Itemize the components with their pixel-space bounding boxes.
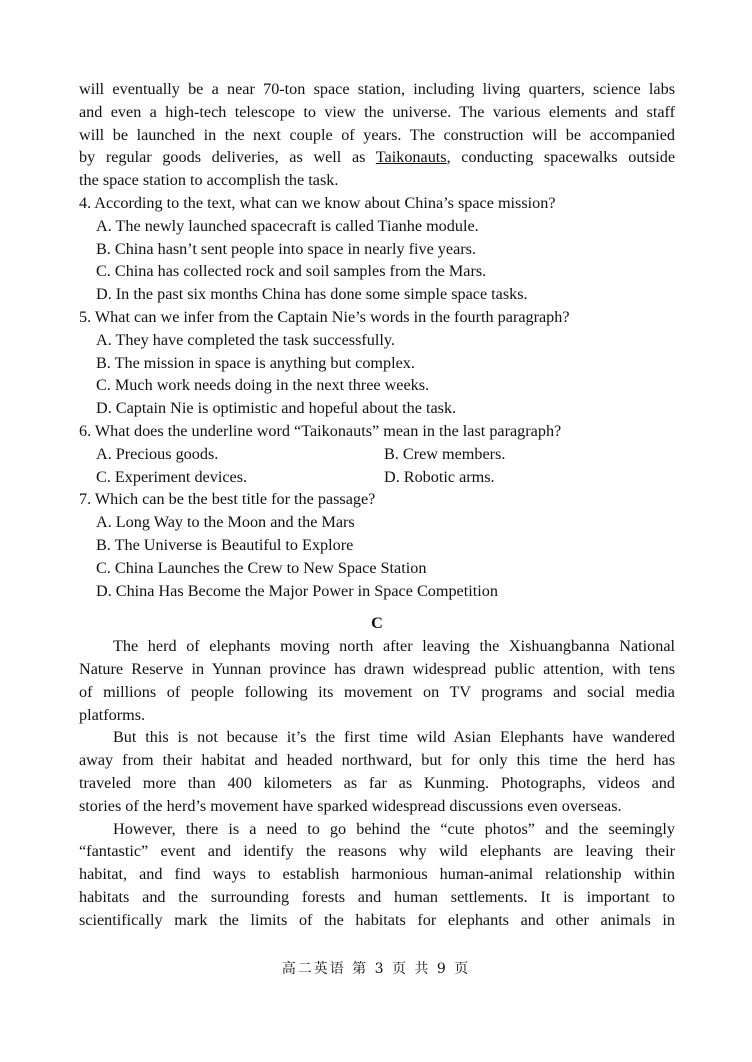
page-footer: 高二英语 第 3 页 共 9 页 [281,961,471,977]
text-line: platforms. [79,705,146,724]
question-5 [79,306,675,420]
option-d: D. Captain Nie is optimistic and hopeful about the task. [96,399,457,418]
text-line [79,146,675,169]
section-c-paragraph-2 [79,726,675,817]
question-stem: 5. What can we infer from the Captain Nie’s words in the fourth paragraph? [79,307,570,326]
section-title: C [371,614,383,633]
question-7 [79,488,675,602]
text-line: away from their habitat and headed northward, but for only this time the herd has [79,751,675,770]
question-stem: 7. Which can be the best title for the passage? [79,490,376,509]
text-segment: by regular goods deliveries, as well as [79,148,376,167]
option-d: D. In the past six months China has done some simple space tasks. [96,285,528,304]
question-4 [79,192,675,306]
text-line: “fantastic” event and identify the reasons why wild elephants are leaving their [79,842,675,861]
option-b: B. The Universe is Beautiful to Explore [96,535,354,554]
option-row [79,443,675,466]
text-line: The herd of elephants moving north after leaving the Xishuangbanna National [113,637,675,656]
question-stem: 4. According to the text, what can we know about China’s space mission? [79,193,556,212]
text-line: traveled more than 400 kilometers as far as Kunming. Photographs, videos and [79,773,675,792]
option-row [79,466,675,489]
option-c: C. Experiment devices. [96,467,248,486]
text-segment: , conducting spacewalks outside [446,148,675,167]
text-line: However, there is a need to go behind the “cute photos” and the seemingly [113,819,675,838]
option-a: A. The newly launched spacecraft is called Tianhe module. [96,216,479,235]
option-a: A. Long Way to the Moon and the Mars [96,513,355,532]
question-6 [79,420,675,488]
text-line: will be launched in the next couple of years. The construction will be accompanied [79,125,675,144]
option-a: A. Precious goods. [96,444,219,463]
option-c: C. Much work needs doing in the next three weeks. [96,376,430,395]
text-line: Nature Reserve in Yunnan province has drawn widespread public attention, with tens [79,659,675,678]
option-c: C. China Launches the Crew to New Space Station [96,558,427,577]
option-d: D. Robotic arms. [384,467,495,486]
underlined-word: Taikonauts [375,148,447,167]
text-line: scientifically mark the limits of the habitats for elephants and other animals in [79,910,675,929]
text-line: the space station to accomplish the task. [79,171,339,190]
text-line: habitats and the surrounding forests and human settlements. It is important to [79,887,675,906]
option-b: B. The mission in space is anything but complex. [96,353,415,372]
option-b: B. Crew members. [384,444,506,463]
section-c-paragraph-3 [79,818,675,932]
passage-b-ending [79,78,675,192]
option-c: C. China has collected rock and soil samples from the Mars. [96,262,487,281]
option-d: D. China Has Become the Major Power in Space Competition [96,581,498,600]
option-b: B. China hasn’t sent people into space in nearly five years. [96,239,477,258]
text-line: habitat, and find ways to establish harmonious human-animal relationship within [79,865,675,884]
section-c-paragraph-1 [79,635,675,726]
text-line: and even a high-tech telescope to view the universe. The various elements and staff [79,102,675,121]
document-page [79,78,675,931]
option-a: A. They have completed the task successfully. [96,330,395,349]
question-stem: 6. What does the underline word “Taikonauts” mean in the last paragraph? [79,421,562,440]
text-line: of millions of people following its movement on TV programs and social media [79,682,675,701]
text-line: stories of the herd’s movement have sparked widespread discussions even overseas. [79,796,622,815]
text-line: will eventually be a near 70-ton space station, including living quarters, science labs [79,80,675,98]
text-line: But this is not because it’s the first time wild Asian Elephants have wandered [113,728,675,747]
